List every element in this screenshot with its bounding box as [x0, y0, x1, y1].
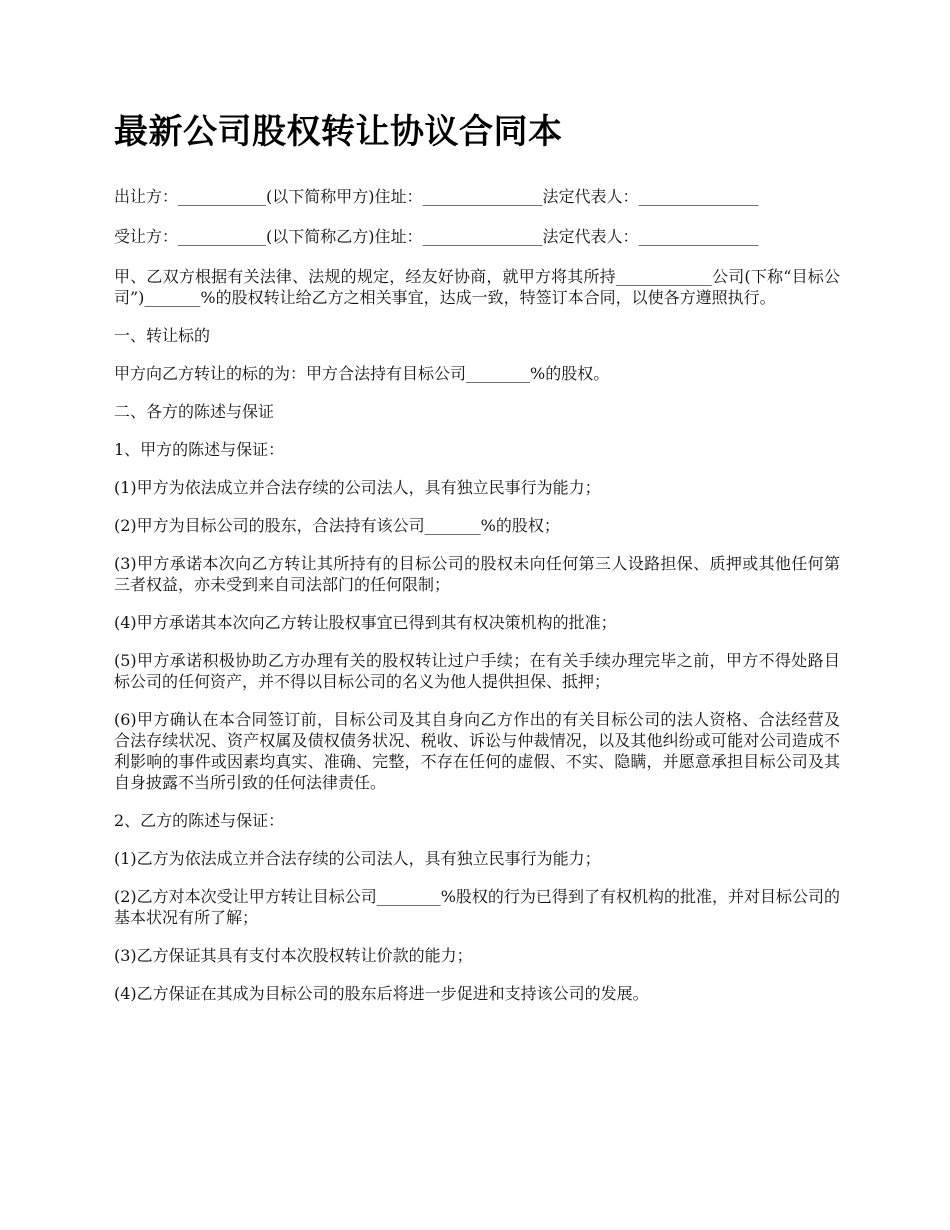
document-page	[114, 110, 840, 1021]
clause-b-3: (3)乙方保证其具有支付本次股权转让价款的能力；	[114, 946, 473, 965]
clause-a-5: (5)甲方承诺积极协助乙方办理有关的股权转让过户手续；在有关手续办理完毕之前，甲方不得处路目标公司的任何资产，并不得以目标公司的名义为他人提供担保、抵押；	[114, 651, 840, 691]
clause-a-2: (2)甲方为目标公司的股东，合法持有该公司_______%的股权；	[114, 516, 560, 535]
clause-a-6: (6)甲方确认在本合同签订前，目标公司及其自身向乙方作出的有关目标公司的法人资格、合法经营及合法存续状况、资产权属及债权债务状况、税收、诉讼与仲裁情况，以及其他纠纷或可能对公司造成不利影响的事件或因素均真实、准确、完整，不存在任何的虚假、不实、隐瞒，并愿意承担目标公司及其自身披露不当所引致的任何法律责任。	[114, 710, 840, 792]
party-transferor-line: 出让方：___________(以下简称甲方)住址：_______________法定代表人：_______________	[114, 187, 759, 206]
clause-b-1: (1)乙方为依法成立并合法存续的公司法人，具有独立民事行为能力；	[114, 849, 601, 868]
clause-b-4: (4)乙方保证在其成为目标公司的股东后将进一步促进和支持该公司的发展。	[114, 984, 649, 1003]
section-heading-2: 二、各方的陈述与保证	[114, 402, 275, 421]
document-title: 最新公司股权转让协议合同本	[114, 112, 563, 152]
transfer-subject-paragraph: 甲方向乙方转让的标的为：甲方合法持有目标公司________%的股权。	[114, 364, 610, 383]
party-transferee-line: 受让方：___________(以下简称乙方)住址：_______________法定代表人：_______________	[114, 227, 759, 246]
clause-a-1: (1)甲方为依法成立并合法存续的公司法人，具有独立民事行为能力；	[114, 478, 601, 497]
clause-a-4: (4)甲方承诺其本次向乙方转让股权事宜已得到其有权决策机构的批准；	[114, 613, 617, 632]
clause-b-2: (2)乙方对本次受让甲方转让目标公司________%股权的行为已得到了有权机构的批准，并对目标公司的基本状况有所了解；	[114, 887, 840, 927]
clause-a-3: (3)甲方承诺本次向乙方转让其所持有的目标公司的股权未向任何第三人设路担保、质押或其他任何第三者权益，亦未受到来自司法部门的任何限制；	[114, 554, 840, 594]
subsection-heading-party-a: 1、甲方的陈述与保证：	[114, 440, 285, 459]
section-heading-1: 一、转让标的	[114, 326, 211, 345]
preamble-paragraph: 甲、乙双方根据有关法律、法规的规定，经友好协商，就甲方将其所持____________公司(下称“目标公司”)_______%的股权转让给乙方之相关事宜，达成一致，特签订本合同，以使各方遵照执行。	[114, 267, 840, 307]
subsection-heading-party-b: 2、乙方的陈述与保证：	[114, 811, 285, 830]
